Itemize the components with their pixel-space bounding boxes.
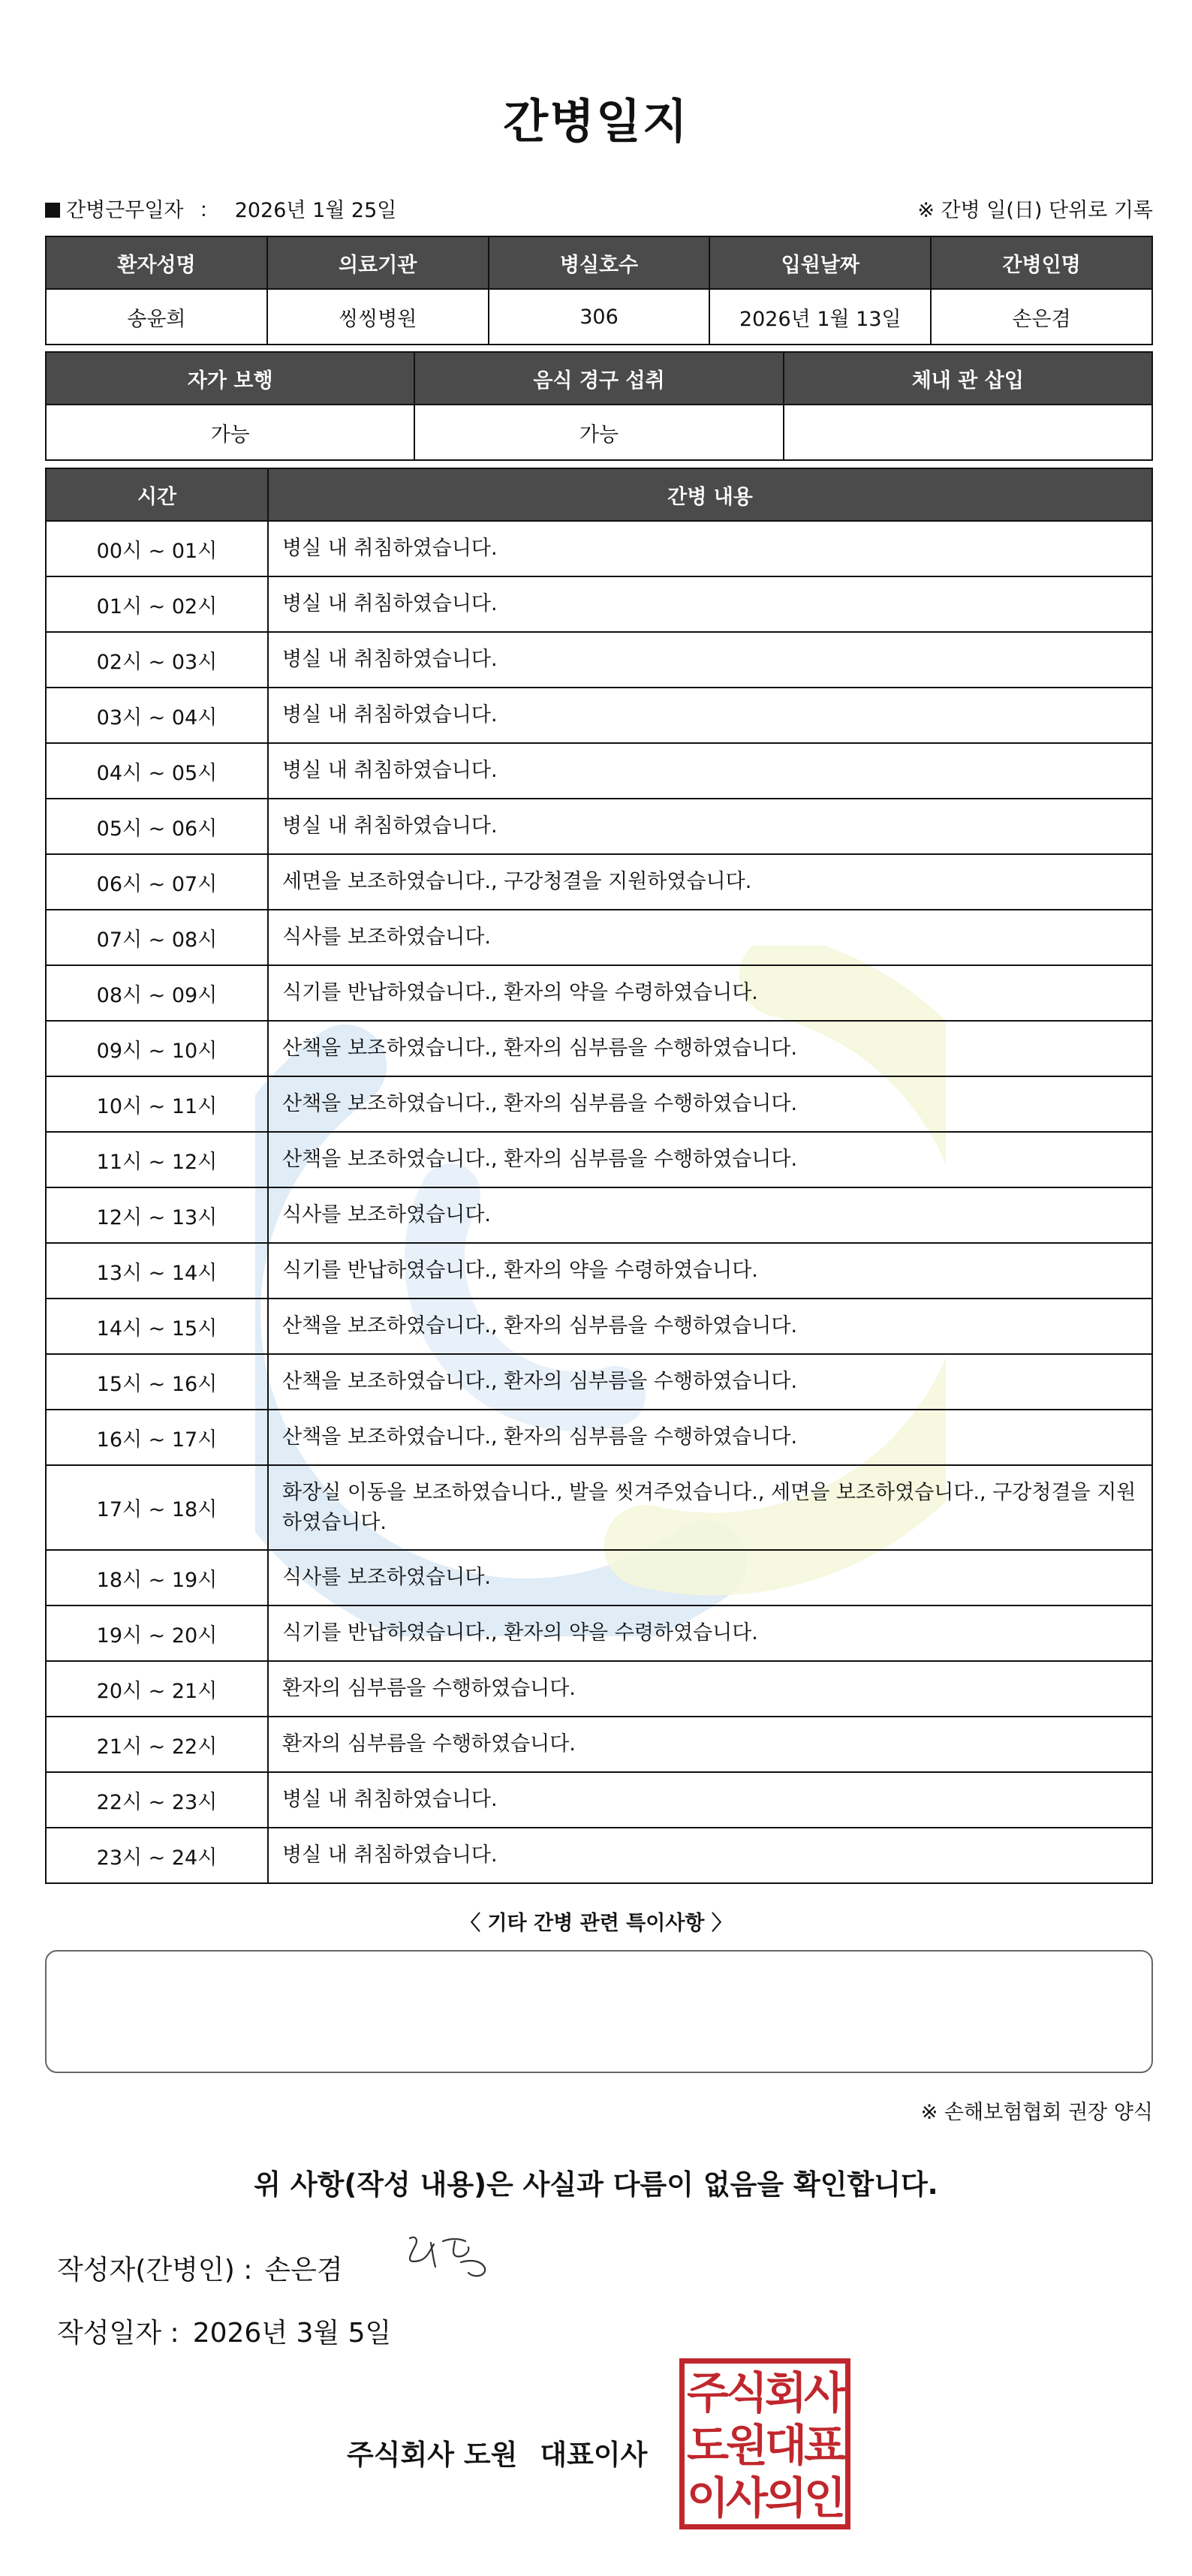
schedule-row [46,1243,1152,1299]
schedule-content: 식사를 보조하였습니다. [268,1187,1152,1243]
schedule-content: 병실 내 취침하였습니다. [268,688,1152,743]
schedule-row [46,521,1152,576]
schedule-row [46,1299,1152,1354]
self-walking: 가능 [46,405,414,460]
seal-line: 이사의인 [686,2472,844,2523]
schedule-time: 09시 ~ 10시 [46,1021,268,1076]
schedule-row [46,1021,1152,1076]
company-signature [347,2432,647,2472]
schedule-row [46,799,1152,854]
notes-box [45,1950,1153,2073]
company-name: 주식회사 도원 [347,2439,518,2471]
header-admission-date: 입원날짜 [709,236,931,289]
schedule-content: 병실 내 취침하였습니다. [268,743,1152,799]
schedule-content: 세면을 보조하였습니다., 구강청결을 지원하였습니다. [268,854,1152,910]
company-title: 대표이사 [540,2439,648,2471]
header-time: 시간 [46,468,268,521]
schedule-time: 16시 ~ 17시 [46,1410,268,1465]
schedule-time: 05시 ~ 06시 [46,799,268,854]
schedule-row [46,965,1152,1021]
schedule-time: 03시 ~ 04시 [46,688,268,743]
square-bullet-icon [45,203,60,218]
schedule-body [46,521,1152,1883]
schedule-row [46,1550,1152,1605]
schedule-row [46,854,1152,910]
schedule-time: 07시 ~ 08시 [46,910,268,965]
schedule-time: 20시 ~ 21시 [46,1661,268,1717]
schedule-time: 04시 ~ 05시 [46,743,268,799]
writer-line [57,2249,343,2287]
schedule-content: 식사를 보조하였습니다. [268,910,1152,965]
status-header-row [46,352,1152,405]
notes-content [47,1952,1151,1976]
writer-label: 작성자(간병인) : [57,2255,253,2286]
schedule-content: 산책을 보조하였습니다., 환자의 심부름을 수행하였습니다. [268,1021,1152,1076]
written-date-label: 작성일자 : [57,2318,179,2349]
schedule-row [46,1187,1152,1243]
work-date [45,194,396,223]
schedule-content: 식기를 반납하였습니다., 환자의 약을 수령하였습니다. [268,1243,1152,1299]
schedule-time: 10시 ~ 11시 [46,1076,268,1132]
header-self-walking: 자가 보행 [46,352,414,405]
header-hospital: 의료기관 [267,236,489,289]
schedule-content: 환자의 심부름을 수행하였습니다. [268,1661,1152,1717]
tube-insertion [784,405,1152,460]
header-oral-intake: 음식 경구 섭취 [414,352,783,405]
schedule-row [46,1465,1152,1550]
schedule-row [46,910,1152,965]
schedule-content: 산책을 보조하였습니다., 환자의 심부름을 수행하였습니다. [268,1132,1152,1187]
schedule-row [46,576,1152,632]
schedule-time: 01시 ~ 02시 [46,576,268,632]
schedule-row [46,1410,1152,1465]
notes-title: 〈 기타 간병 관련 특이사항 〉 [460,1912,732,1935]
schedule-time: 17시 ~ 18시 [46,1465,268,1550]
header-room-number: 병실호수 [489,236,710,289]
handwritten-signature-icon [396,2222,501,2289]
work-date-separator: ： [199,199,220,222]
schedule-row [46,1605,1152,1661]
info-value-row [46,289,1152,345]
schedule-time: 15시 ~ 16시 [46,1354,268,1410]
caregiver-name: 손은겸 [931,289,1152,345]
schedule-content: 식기를 반납하였습니다., 환자의 약을 수령하였습니다. [268,1605,1152,1661]
schedule-time: 18시 ~ 19시 [46,1550,268,1605]
schedule-row [46,1076,1152,1132]
schedule-content: 식사를 보조하였습니다. [268,1550,1152,1605]
schedule-row [46,1354,1152,1410]
seal-line: 주식회사 [686,2367,844,2418]
schedule-header-row [46,468,1152,521]
schedule-time: 22시 ~ 23시 [46,1772,268,1828]
schedule-content: 식기를 반납하였습니다., 환자의 약을 수령하였습니다. [268,965,1152,1021]
schedule-content: 환자의 심부름을 수행하였습니다. [268,1717,1152,1772]
schedule-content: 병실 내 취침하였습니다. [268,799,1152,854]
schedule-content: 산책을 보조하였습니다., 환자의 심부름을 수행하였습니다. [268,1354,1152,1410]
schedule-content: 병실 내 취침하였습니다. [268,632,1152,688]
patient-name: 송윤희 [46,289,267,345]
schedule-row [46,1661,1152,1717]
header-tube-insertion: 체내 관 삽입 [784,352,1152,405]
schedule-row [46,688,1152,743]
schedule-time: 02시 ~ 03시 [46,632,268,688]
schedule-content: 병실 내 취침하였습니다. [268,1772,1152,1828]
writer-name: 손은겸 [264,2255,343,2286]
confirm-statement: 위 사항(작성 내용)은 사실과 다름이 없음을 확인합니다. [254,2168,938,2201]
work-date-value: 2026년 1월 25일 [234,199,397,222]
hospital: 씽씽병원 [267,289,489,345]
work-date-label: 간병근무일자 [66,199,184,222]
schedule-time: 14시 ~ 15시 [46,1299,268,1354]
schedule-time: 23시 ~ 24시 [46,1828,268,1883]
schedule-content: 병실 내 취침하였습니다. [268,576,1152,632]
written-date-value: 2026년 3월 5일 [192,2318,392,2349]
company-seal-stamp [679,2358,850,2529]
info-header-row [46,236,1152,289]
schedule-time: 19시 ~ 20시 [46,1605,268,1661]
header-care-content: 간병 내용 [268,468,1152,521]
schedule-time: 00시 ~ 01시 [46,521,268,576]
patient-info-table [45,236,1153,345]
schedule-time: 06시 ~ 07시 [46,854,268,910]
patient-status-table [45,351,1153,461]
schedule-content: 화장실 이동을 보조하였습니다., 발을 씻겨주었습니다., 세면을 보조하였습니다., 구강청결을 지원하였습니다. [268,1465,1152,1550]
header-caregiver-name: 간병인명 [931,236,1152,289]
written-date-line [57,2312,391,2350]
schedule-row [46,1828,1152,1883]
document-title: 간병일지 [503,94,689,149]
schedule-content: 산책을 보조하였습니다., 환자의 심부름을 수행하였습니다. [268,1076,1152,1132]
schedule-content: 산책을 보조하였습니다., 환자의 심부름을 수행하였습니다. [268,1299,1152,1354]
schedule-row [46,743,1152,799]
oral-intake: 가능 [414,405,783,460]
care-schedule-table [45,468,1153,1884]
schedule-content: 병실 내 취침하였습니다. [268,521,1152,576]
seal-line: 도원대표 [686,2420,844,2471]
unit-note: ※ 간병 일(日) 단위로 기록 [917,199,1153,222]
status-value-row [46,405,1152,460]
schedule-row [46,1772,1152,1828]
header-patient-name: 환자성명 [46,236,267,289]
schedule-content: 병실 내 취침하였습니다. [268,1828,1152,1883]
schedule-time: 08시 ~ 09시 [46,965,268,1021]
room-number: 306 [489,289,710,345]
schedule-time: 21시 ~ 22시 [46,1717,268,1772]
schedule-time: 13시 ~ 14시 [46,1243,268,1299]
schedule-time: 12시 ~ 13시 [46,1187,268,1243]
admission-date: 2026년 1월 13일 [709,289,931,345]
schedule-row [46,632,1152,688]
recommend-note: ※ 손해보험협회 권장 양식 [920,2101,1153,2124]
schedule-time: 11시 ~ 12시 [46,1132,268,1187]
schedule-row [46,1717,1152,1772]
schedule-row [46,1132,1152,1187]
schedule-content: 산책을 보조하였습니다., 환자의 심부름을 수행하였습니다. [268,1410,1152,1465]
